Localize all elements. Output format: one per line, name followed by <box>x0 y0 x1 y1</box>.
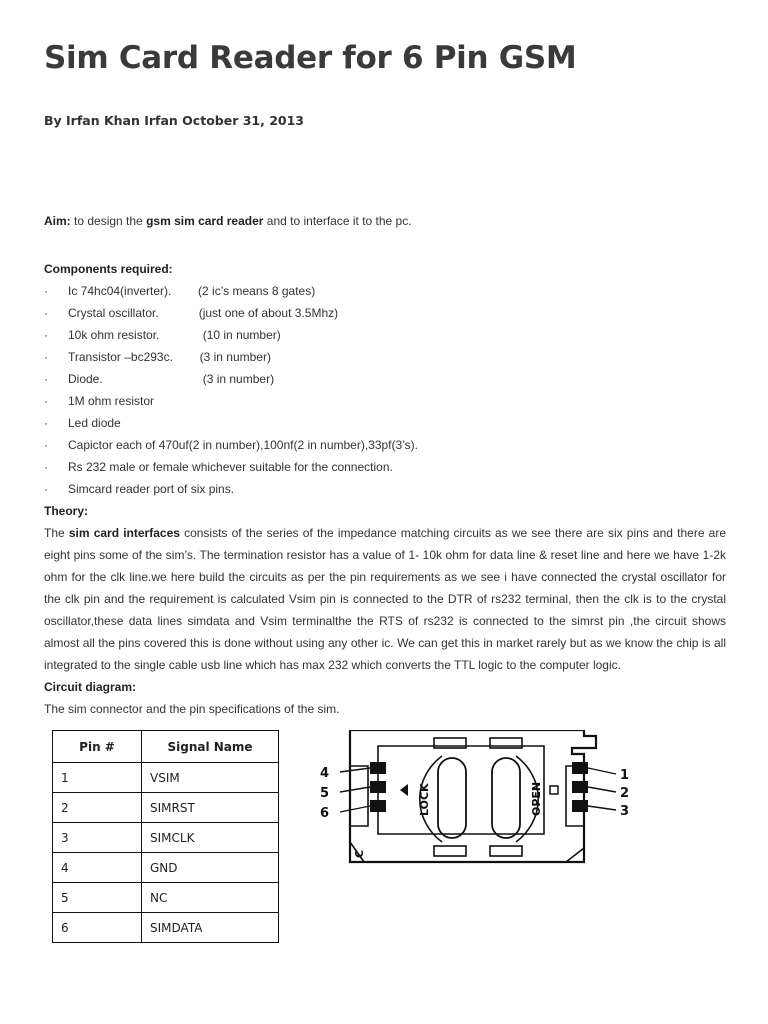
table-row <box>53 793 279 823</box>
list-item: · Diode. (3 in number) <box>44 368 726 390</box>
signal-name-cell: VSIM <box>142 763 279 793</box>
contact-pad <box>370 800 386 812</box>
leader-line <box>588 806 616 810</box>
list-item: · Capictor each of 470uf(2 in number),100nf(2 in number),33pf(3’s). <box>44 434 726 456</box>
contact-pad <box>572 762 588 774</box>
leader-line <box>340 787 370 792</box>
circuit-figure <box>52 730 732 952</box>
lock-label: LOCK <box>418 783 431 816</box>
pin-label: 6 <box>320 806 330 821</box>
bullet: · <box>44 372 48 386</box>
bullet: · <box>44 482 48 496</box>
table-row <box>53 853 279 883</box>
table-header-row <box>53 731 279 763</box>
contact-pad <box>370 762 386 774</box>
pin-label: 4 <box>320 766 330 781</box>
left-notch <box>350 766 368 826</box>
bullet: · <box>44 438 48 452</box>
table-row <box>53 913 279 943</box>
pin-number-cell: 6 <box>53 913 142 943</box>
theory-heading: Theory: <box>44 504 89 518</box>
connector-tab <box>434 846 466 856</box>
signal-name-cell: SIMRST <box>142 793 279 823</box>
signal-name-cell: NC <box>142 883 279 913</box>
contact-pad <box>572 800 588 812</box>
table-row <box>53 883 279 913</box>
contact-pad <box>572 781 588 793</box>
theory-bold-text: sim card interfaces <box>68 526 180 540</box>
pin-number-cell: 5 <box>53 883 142 913</box>
list-item: · Simcard reader port of six pins. <box>44 478 726 500</box>
list-item: · Ic 74hc04(inverter). (2 ic’s means 8 gates) <box>44 280 726 302</box>
pin-label: 5 <box>320 786 330 801</box>
table-row <box>53 823 279 853</box>
bullet: · <box>44 460 48 474</box>
list-item: · Transistor –bc293c. (3 in number) <box>44 346 726 368</box>
connector-housing <box>350 730 596 862</box>
open-marker <box>550 786 558 794</box>
pin-number-cell: 2 <box>53 793 142 823</box>
list-item: · 10k ohm resistor. (10 in number) <box>44 324 726 346</box>
pin-number-cell: 1 <box>53 763 142 793</box>
components-list <box>44 280 726 500</box>
slot-left <box>438 758 466 838</box>
column-header-signal: Signal Name <box>142 731 279 763</box>
pin-number-cell: 3 <box>53 823 142 853</box>
leader-line <box>340 768 370 772</box>
right-notch <box>566 766 584 826</box>
aim-text-post: and to interface it to the pc. <box>263 214 412 228</box>
leader-line <box>588 787 616 792</box>
signal-name-cell: GND <box>142 853 279 883</box>
bullet: · <box>44 416 48 430</box>
table-row <box>53 763 279 793</box>
list-item: · Led diode <box>44 412 726 434</box>
pin-label: 3 <box>620 804 630 819</box>
leader-line <box>340 806 370 812</box>
contact-pad <box>370 781 386 793</box>
aim-paragraph <box>44 210 726 232</box>
list-item: · Crystal oscillator. (just one of about 3.5Mhz) <box>44 302 726 324</box>
leader-line <box>588 768 616 774</box>
theory-paragraph: The sim card interfaces consists of the series of the impedance matching circuits as we see there are six pins and there are eight pins some of the sim’s. The termination resistor has a value of 1- 10k ohm for data line & reset line and here we have 1-2k ohm for the clk line.we here build the circuits as per the pin requirements as we see i have connected the crystal oscillator for the clk pin and the requirement is calculated Vsim pin is connected to the DTR of rs232 terminal, then the clk is to the crystal oscillator,these data lines simdata and Vsim terminalthe the RTS of rs232 is connected to the simrst pin ,the circuit shows almost all the pins covered this is done without using any other ic. We can get this in market rarely but as we know the chip is all integrated to the single cable usb line which has max 232 which converts the TTL logic to the computer logic. <box>44 526 727 672</box>
connector-tab <box>490 846 522 856</box>
lock-arrow-icon <box>400 784 408 796</box>
aim-text-pre: to design the <box>70 214 147 228</box>
page-title: Sim Card Reader for 6 Pin GSM <box>44 40 577 76</box>
pin-number-cell: 4 <box>53 853 142 883</box>
bullet: · <box>44 328 48 342</box>
aim-bold-text: gsm sim card reader <box>146 214 264 228</box>
bullet: · <box>44 306 48 320</box>
circuit-caption: The sim connector and the pin specifications of the sim. <box>44 702 340 716</box>
slot-right <box>492 758 520 838</box>
list-item: · 1M ohm resistor <box>44 390 726 412</box>
sim-connector-diagram <box>316 730 646 870</box>
pin-label: 1 <box>620 768 630 783</box>
article-body <box>44 210 726 720</box>
corner-notch <box>364 848 584 862</box>
circuit-heading: Circuit diagram: <box>44 680 137 694</box>
open-label: OPEN <box>530 781 543 816</box>
list-item: · Rs 232 male or female whichever suitable for the connection. <box>44 456 726 478</box>
pin-table <box>52 730 279 943</box>
components-heading: Components required: <box>44 262 173 276</box>
aim-label: Aim: <box>44 214 71 228</box>
corner-label: C <box>353 849 366 858</box>
byline: By Irfan Khan Irfan October 31, 2013 <box>44 113 305 128</box>
pin-label: 2 <box>620 786 630 801</box>
bullet: · <box>44 350 48 364</box>
signal-name-cell: SIMDATA <box>142 913 279 943</box>
column-header-pin: Pin # <box>53 731 142 763</box>
bullet: · <box>44 284 48 298</box>
signal-name-cell: SIMCLK <box>142 823 279 853</box>
bullet: · <box>44 394 48 408</box>
